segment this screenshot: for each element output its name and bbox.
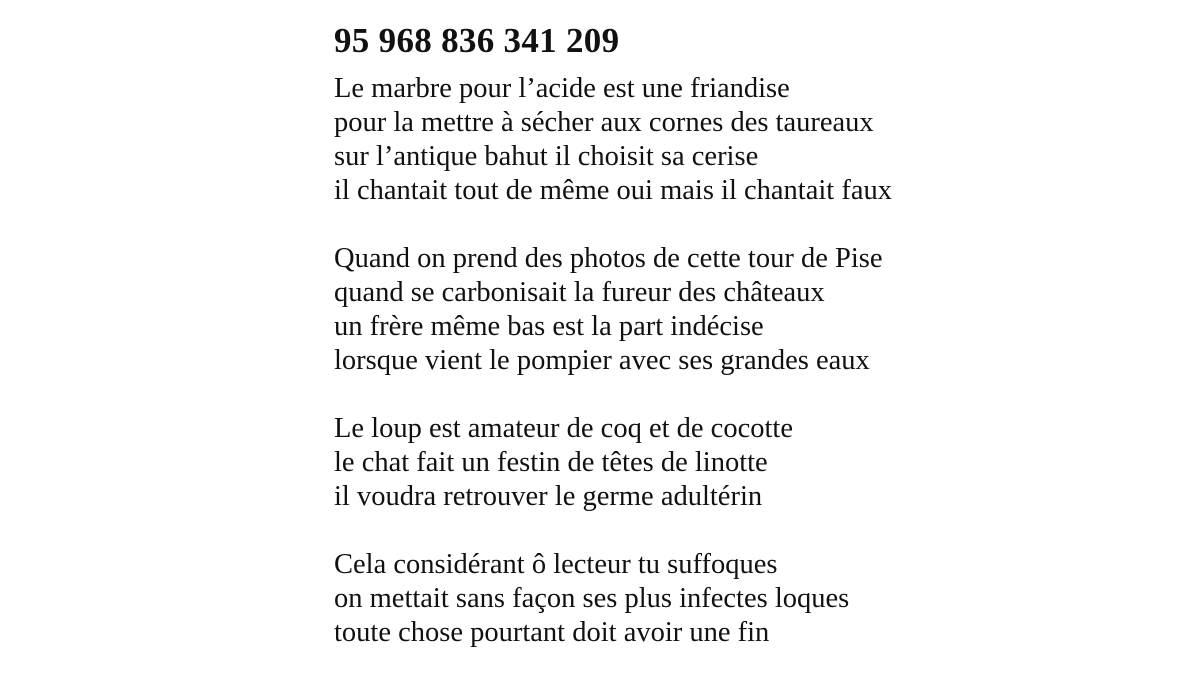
poem-page xyxy=(334,20,1174,650)
stanza-1-line-2: pour la mettre à sécher aux cornes des taureaux xyxy=(334,107,874,138)
stanza-2-line-3: un frère même bas est la part indécise xyxy=(334,311,764,342)
stanza-1-line-1: Le marbre pour l’acide est une friandise xyxy=(334,73,790,104)
stanza-4-line-1: Cela considérant ô lecteur tu suffoques xyxy=(334,549,778,580)
stanza-2-line-2: quand se carbonisait la fureur des châteaux xyxy=(334,277,825,308)
stanza-1 xyxy=(334,72,1174,208)
stanza-3-line-1: Le loup est amateur de coq et de cocotte xyxy=(334,413,793,444)
stanza-4-line-3: toute chose pourtant doit avoir une fin xyxy=(334,617,770,648)
stanza-2 xyxy=(334,242,1174,378)
stanza-1-line-3: sur l’antique bahut il choisit sa cerise xyxy=(334,141,759,172)
stanza-2-line-4: lorsque vient le pompier avec ses grandes eaux xyxy=(334,345,870,376)
poem-title: 95 968 836 341 209 xyxy=(334,21,620,60)
stanza-1-line-4: il chantait tout de même oui mais il chantait faux xyxy=(334,175,892,206)
stanza-3 xyxy=(334,412,1174,514)
stanza-4-line-2: on mettait sans façon ses plus infectes loques xyxy=(334,583,850,614)
stanza-4 xyxy=(334,548,1174,650)
stanza-2-line-1: Quand on prend des photos de cette tour de Pise xyxy=(334,243,883,274)
stanza-3-line-3: il voudra retrouver le germe adultérin xyxy=(334,481,763,512)
stanza-3-line-2: le chat fait un festin de têtes de linotte xyxy=(334,447,768,478)
